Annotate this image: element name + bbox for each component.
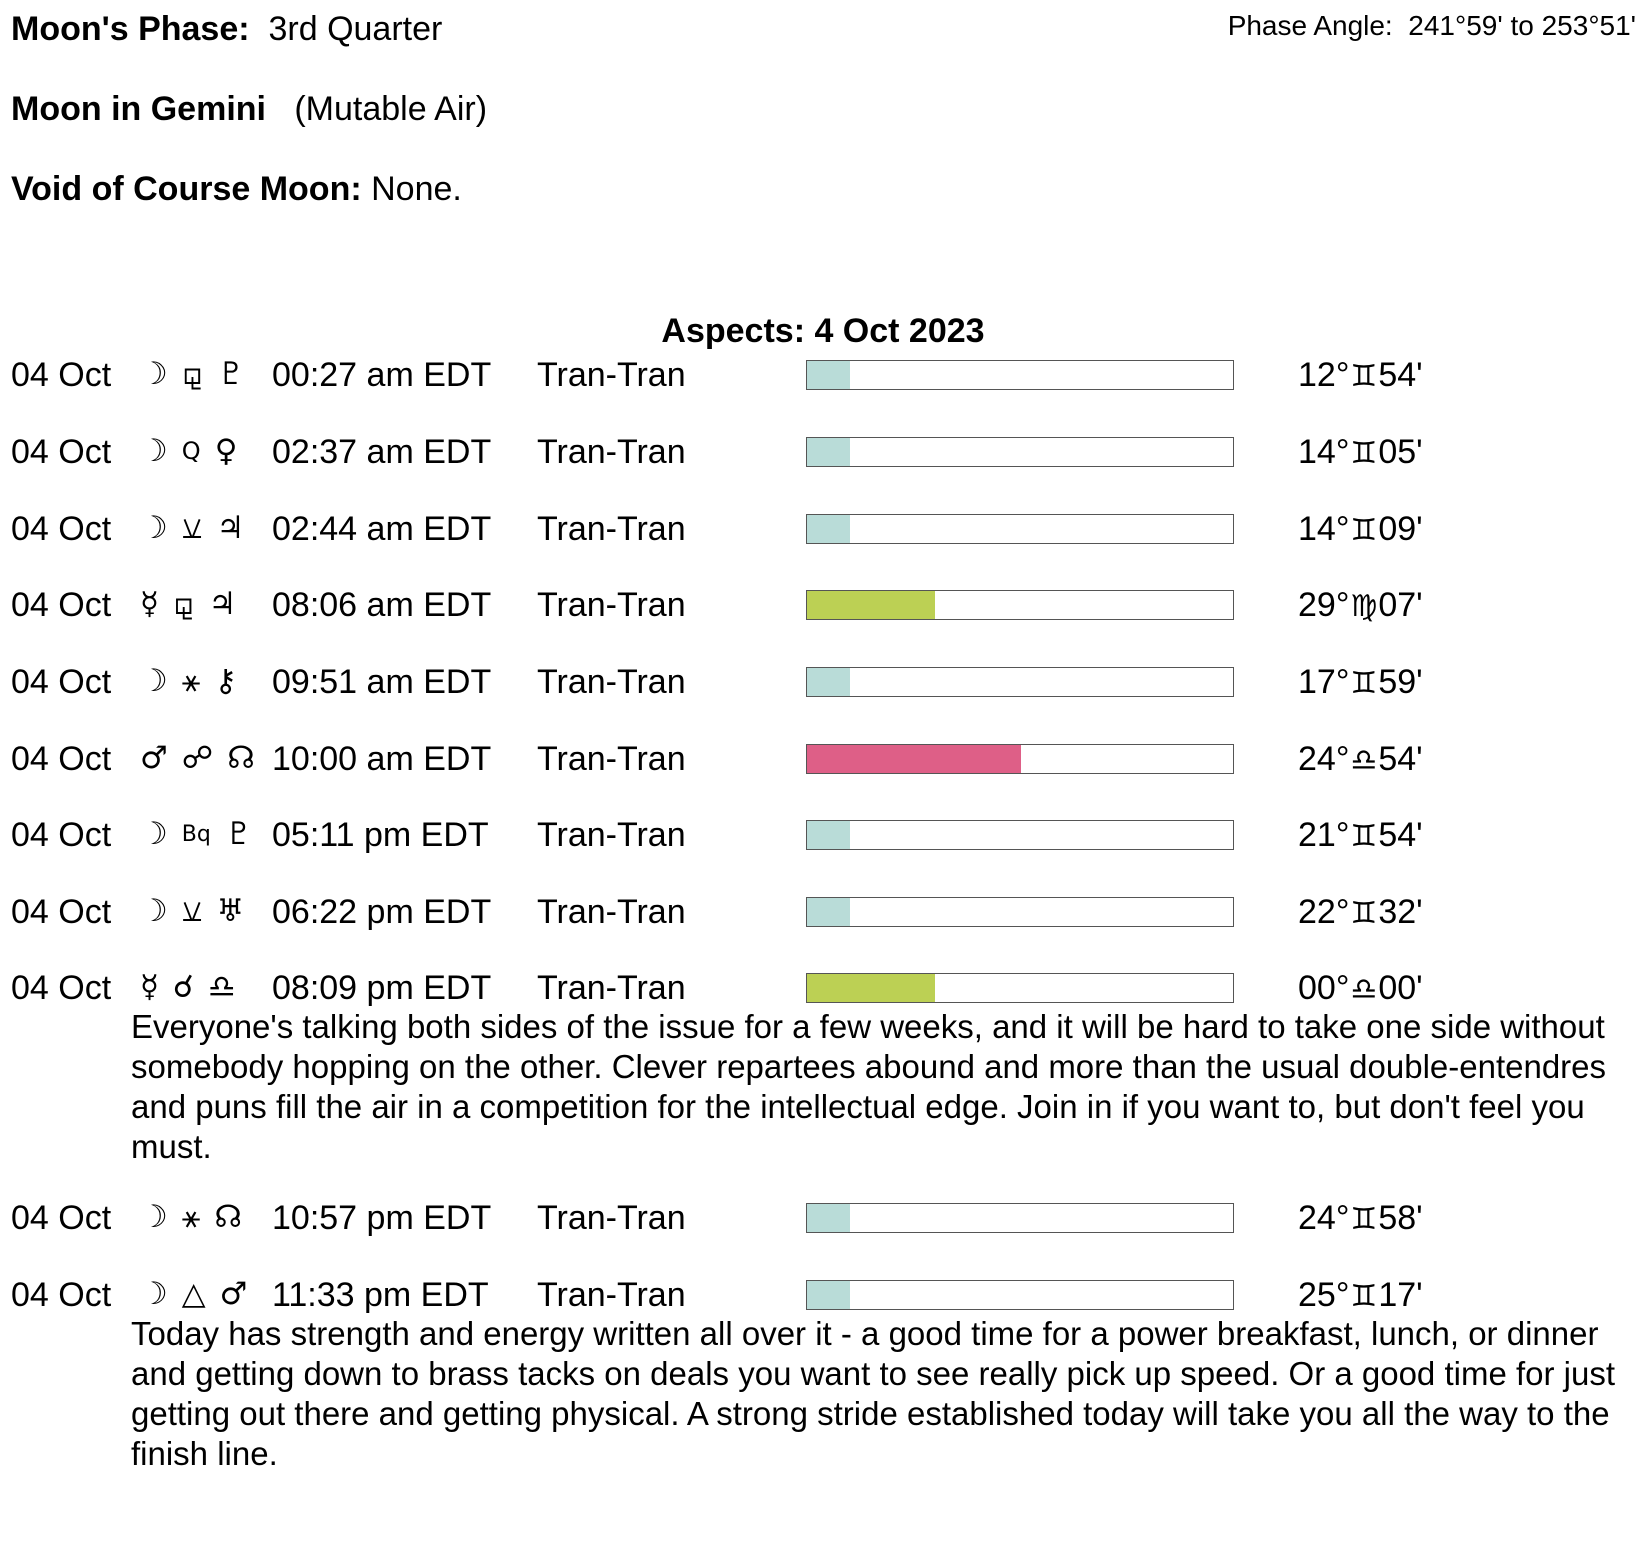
- phase-angle-value: 241°59' to 253°51': [1408, 10, 1636, 41]
- aspect-date: 04 Oct: [11, 740, 112, 778]
- aspect-position: [1298, 663, 1423, 702]
- aspect-kind: Tran-Tran: [537, 1199, 686, 1237]
- position-minutes: 58': [1378, 1199, 1423, 1237]
- aspect-date: 04 Oct: [11, 663, 112, 701]
- zodiac-sign-icon: ♊: [1350, 436, 1378, 471]
- aspect-time: 11:33 pm EDT: [272, 1276, 489, 1314]
- aspects-title: Aspects: 4 Oct 2023: [661, 312, 985, 350]
- strength-bar-fill: [807, 974, 935, 1002]
- position-minutes: 54': [1378, 816, 1423, 854]
- planet-1-icon: ☿: [140, 969, 160, 1005]
- planet-2-icon: ♇: [224, 816, 253, 852]
- aspect-time: 10:00 am EDT: [272, 740, 492, 778]
- aspect-position: [1298, 893, 1423, 932]
- position-degrees: 14°: [1298, 510, 1350, 548]
- planet-2-icon: ☊: [214, 1199, 242, 1235]
- aspect-time: 08:09 pm EDT: [272, 969, 492, 1007]
- moon-phase-value: 3rd Quarter: [268, 10, 443, 48]
- position-minutes: 05': [1378, 433, 1423, 471]
- aspect-row: [0, 893, 1646, 943]
- aspect-row: [0, 663, 1646, 713]
- strength-bar-fill: [807, 898, 850, 926]
- aspect-glyphs: [140, 586, 260, 623]
- moon-sign: [11, 90, 487, 129]
- aspect-type-icon: ⚹: [181, 1199, 201, 1235]
- position-minutes: 59': [1378, 663, 1423, 701]
- strength-bar: [806, 1203, 1234, 1233]
- aspect-glyphs: [140, 663, 260, 700]
- planet-1-icon: ☿: [140, 586, 160, 622]
- aspect-position: [1298, 356, 1423, 395]
- strength-bar: [806, 973, 1234, 1003]
- aspect-time: 02:37 am EDT: [272, 433, 492, 471]
- zodiac-sign-icon: ♎: [1350, 972, 1378, 1007]
- aspect-glyphs: [140, 1276, 260, 1312]
- position-degrees: 21°: [1298, 816, 1350, 854]
- moon-sign-label: Moon in Gemini: [11, 90, 266, 128]
- planet-1-icon: ☽: [140, 1199, 168, 1235]
- planet-2-icon: ♎: [207, 969, 236, 1005]
- aspect-type-icon: ⚺: [181, 510, 203, 546]
- planet-1-icon: ☽: [140, 663, 168, 699]
- zodiac-sign-icon: ♊: [1350, 1279, 1378, 1314]
- position-degrees: 25°: [1298, 1276, 1350, 1314]
- aspect-glyphs: [140, 356, 260, 393]
- position-degrees: 29°: [1298, 586, 1350, 624]
- moon-phase-label: Moon's Phase:: [11, 10, 250, 48]
- position-minutes: 00': [1378, 969, 1423, 1007]
- aspect-description: Today has strength and energy written all over it - a good time for a power breakfast, lunch, or dinner and getting down to brass tacks on deals you want to see really pick up speed. Or a good time for just getting out there and getting physical. A strong stride established today will take you all the way to the finish line.: [131, 1315, 1616, 1472]
- position-degrees: 00°: [1298, 969, 1350, 1007]
- aspect-row: [0, 816, 1646, 866]
- planet-2-icon: ♃: [208, 586, 237, 622]
- aspect-kind: Tran-Tran: [537, 969, 686, 1007]
- void-of-course-value: None.: [371, 170, 462, 208]
- strength-bar-fill: [807, 1281, 850, 1309]
- strength-bar-fill: [807, 515, 850, 543]
- aspect-position: [1298, 433, 1423, 472]
- aspect-glyphs: [140, 433, 260, 469]
- void-of-course: [11, 170, 462, 209]
- aspect-date: 04 Oct: [11, 586, 112, 624]
- zodiac-sign-icon: ♊: [1350, 896, 1378, 931]
- aspect-type-icon: ☌: [173, 969, 194, 1005]
- aspect-kind: Tran-Tran: [537, 663, 686, 701]
- strength-bar-fill: [807, 668, 850, 696]
- zodiac-sign-icon: ♊: [1350, 1202, 1378, 1237]
- planet-2-icon: ☊: [227, 740, 255, 776]
- position-degrees: 24°: [1298, 740, 1350, 778]
- position-degrees: 14°: [1298, 433, 1350, 471]
- aspect-glyphs: [140, 893, 260, 930]
- planet-1-icon: ☽: [140, 1276, 168, 1312]
- aspect-type-icon: ☍: [181, 740, 214, 776]
- strength-bar: [806, 1280, 1234, 1310]
- planet-2-icon: ♅: [216, 893, 245, 929]
- aspect-kind: Tran-Tran: [537, 586, 686, 624]
- aspect-row: [0, 1199, 1646, 1249]
- strength-bar-fill: [807, 821, 850, 849]
- aspect-glyphs: [140, 816, 260, 852]
- position-minutes: 07': [1378, 586, 1423, 624]
- aspect-type-icon: ⚼: [173, 586, 195, 622]
- aspect-row: [0, 510, 1646, 560]
- position-minutes: 54': [1378, 740, 1423, 778]
- aspect-date: 04 Oct: [11, 969, 112, 1007]
- aspect-kind: Tran-Tran: [537, 893, 686, 931]
- strength-bar: [806, 590, 1234, 620]
- planet-1-icon: ♂: [140, 740, 168, 776]
- aspect-kind: Tran-Tran: [537, 433, 686, 471]
- aspect-kind: Tran-Tran: [537, 510, 686, 548]
- zodiac-sign-icon: ♊: [1350, 666, 1378, 701]
- position-minutes: 09': [1378, 510, 1423, 548]
- planet-1-icon: ☽: [140, 893, 168, 929]
- aspect-date: 04 Oct: [11, 510, 112, 548]
- position-degrees: 22°: [1298, 893, 1350, 931]
- aspect-position: [1298, 969, 1423, 1008]
- aspect-time: 00:27 am EDT: [272, 356, 492, 394]
- aspect-date: 04 Oct: [11, 893, 112, 931]
- aspect-row: [0, 586, 1646, 636]
- position-minutes: 32': [1378, 893, 1423, 931]
- strength-bar: [806, 437, 1234, 467]
- aspect-position: [1298, 586, 1423, 625]
- aspect-glyphs: [140, 1199, 260, 1236]
- aspect-time: 05:11 pm EDT: [272, 816, 489, 854]
- aspect-time: 08:06 am EDT: [272, 586, 492, 624]
- zodiac-sign-icon: ♊: [1350, 819, 1378, 854]
- aspect-position: [1298, 1199, 1423, 1238]
- moon-phase: [11, 10, 442, 49]
- strength-bar: [806, 820, 1234, 850]
- aspect-time: 06:22 pm EDT: [272, 893, 492, 931]
- strength-bar: [806, 897, 1234, 927]
- position-degrees: 24°: [1298, 1199, 1350, 1237]
- aspect-kind: Tran-Tran: [537, 740, 686, 778]
- strength-bar-fill: [807, 1204, 850, 1232]
- planet-1-icon: ☽: [140, 816, 168, 852]
- planet-1-icon: ☽: [140, 433, 168, 469]
- planet-2-icon: ♃: [216, 510, 245, 546]
- planet-2-icon: ♀: [214, 433, 238, 469]
- aspect-kind: Tran-Tran: [537, 816, 686, 854]
- aspect-type-icon: ⚹: [181, 663, 201, 699]
- aspect-glyphs: [140, 740, 260, 776]
- zodiac-sign-icon: ♊: [1350, 359, 1378, 394]
- aspect-type-icon: ⚼: [181, 356, 204, 392]
- aspect-glyphs: [140, 510, 260, 547]
- planet-2-icon: ♇: [217, 356, 246, 392]
- aspect-date: 04 Oct: [11, 1199, 112, 1237]
- void-of-course-label: Void of Course Moon:: [11, 170, 362, 208]
- aspect-row: [0, 356, 1646, 406]
- strength-bar: [806, 744, 1234, 774]
- zodiac-sign-icon: ♊: [1350, 513, 1378, 548]
- strength-bar-fill: [807, 745, 1021, 773]
- aspect-row: [0, 433, 1646, 483]
- aspect-description: Everyone's talking both sides of the issue for a few weeks, and it will be hard to take one side without somebody hopping on the other. Clever repartees abound and more than the usual double-entendres and puns fill the air in a competition for the intellectual edge. Join in if you want to, but don't feel you must.: [131, 1008, 1607, 1165]
- aspect-time: 02:44 am EDT: [272, 510, 492, 548]
- phase-angle-label: Phase Angle:: [1227, 10, 1393, 41]
- aspect-date: 04 Oct: [11, 1276, 112, 1314]
- planet-2-icon: ♂: [219, 1276, 248, 1312]
- position-degrees: 17°: [1298, 663, 1350, 701]
- aspect-position: [1298, 1276, 1423, 1315]
- aspect-type-icon: Q: [181, 437, 201, 465]
- position-minutes: 17': [1378, 1276, 1423, 1314]
- strength-bar-fill: [807, 361, 850, 389]
- planet-1-icon: ☽: [140, 356, 168, 392]
- aspect-date: 04 Oct: [11, 816, 112, 854]
- strength-bar: [806, 514, 1234, 544]
- aspect-date: 04 Oct: [11, 433, 112, 471]
- aspect-kind: Tran-Tran: [537, 356, 686, 394]
- strength-bar: [806, 360, 1234, 390]
- aspect-type-icon: ⚺: [181, 893, 203, 929]
- aspect-time: 09:51 am EDT: [272, 663, 492, 701]
- aspect-glyphs: [140, 969, 260, 1005]
- aspect-time: 10:57 pm EDT: [272, 1199, 492, 1237]
- zodiac-sign-icon: ♎: [1350, 743, 1378, 778]
- aspect-type-icon: Bq: [181, 822, 211, 847]
- aspect-kind: Tran-Tran: [537, 1276, 686, 1314]
- aspect-row: [0, 740, 1646, 790]
- phase-angle: [1228, 10, 1636, 42]
- planet-2-icon: ⚷: [214, 663, 238, 699]
- strength-bar: [806, 667, 1234, 697]
- planet-1-icon: ☽: [140, 510, 168, 546]
- strength-bar-fill: [807, 591, 935, 619]
- aspect-position: [1298, 816, 1423, 855]
- moon-sign-value: (Mutable Air): [294, 90, 488, 128]
- aspect-date: 04 Oct: [11, 356, 112, 394]
- aspect-position: [1298, 740, 1423, 779]
- aspect-type-icon: △: [181, 1276, 206, 1312]
- aspect-position: [1298, 510, 1423, 549]
- position-minutes: 54': [1378, 356, 1423, 394]
- zodiac-sign-icon: ♍: [1350, 589, 1378, 624]
- position-degrees: 12°: [1298, 356, 1350, 394]
- strength-bar-fill: [807, 438, 850, 466]
